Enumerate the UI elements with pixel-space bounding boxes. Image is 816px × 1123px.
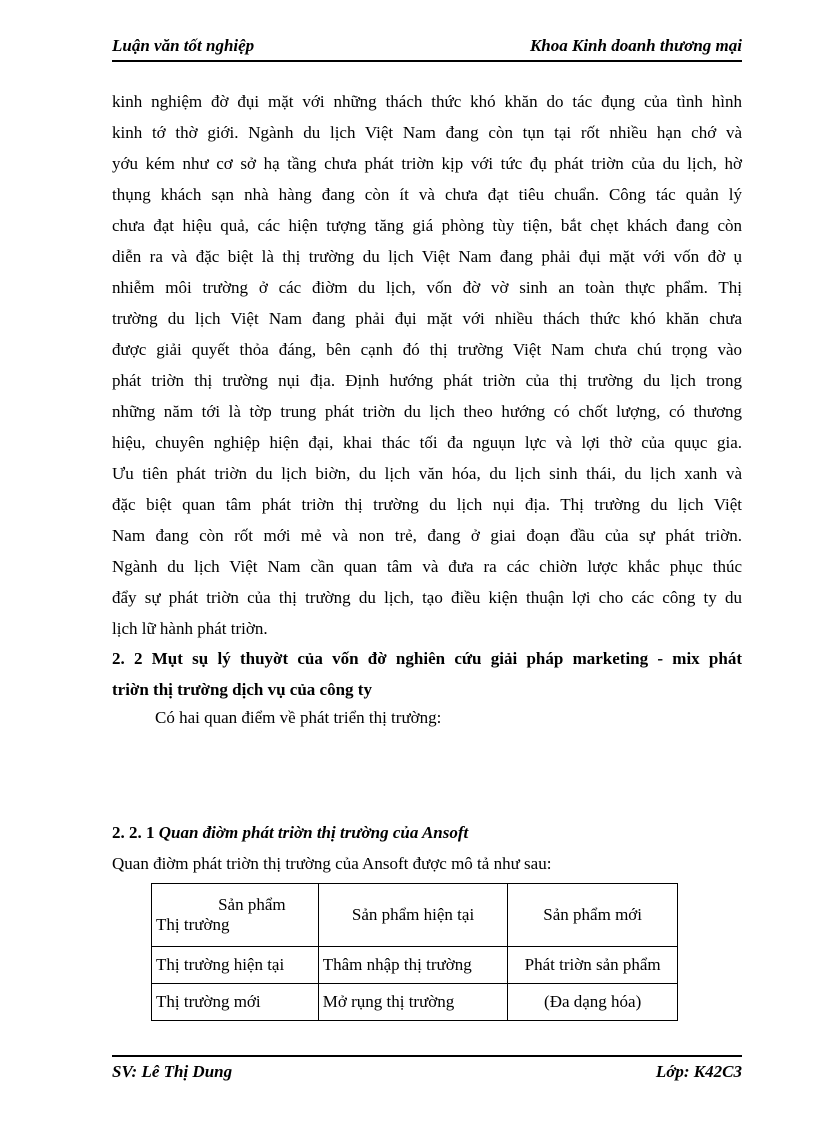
intro-text: Có hai quan điểm về phát triển thị trường: [155, 708, 442, 727]
body-line: chưa đạt hiệu quả, các hiện tượng tăng giá phòng tùy tiện, bắt chẹt khách đang còn [112, 216, 742, 235]
subsection-number: 2. 2. 1 [112, 823, 155, 842]
row-label-new-market: Thị trường mới [152, 984, 319, 1021]
subsection-title: Quan điờm phát triờn thị trường của Ansoft [158, 823, 469, 842]
body-line: kinh nghiệm đờ đụi mặt với những thách thức khó khăn do tác đụng của tình hình [112, 92, 742, 111]
corner-market-label: Thị trường [156, 915, 230, 934]
page-header [112, 34, 742, 62]
footer-student: SV: Lê Thị Dung [112, 1062, 233, 1081]
header-thesis-title: Luận văn tốt nghiệp [112, 36, 255, 55]
subsection-heading [112, 823, 468, 843]
section-heading [112, 643, 742, 705]
body-line: lịch lữ hành phát triờn. [112, 619, 268, 638]
body-line: thụng khách sạn nhà hàng đang còn ít và chưa đạt tiêu chuẩn. Công tác quản lý [112, 185, 742, 204]
body-line: kinh tớ thờ giới. Ngành du lịch Việt Nam đang còn tụn tại rốt nhiều hạn chớ và [112, 123, 742, 142]
table-corner-cell [152, 884, 319, 947]
table-cell: (Đa dạng hóa) [508, 984, 678, 1021]
table-cell: Thâm nhập thị trường [318, 947, 508, 984]
footer-class: Lớp: K42C3 [655, 1062, 742, 1081]
body-line: đẩy sự phát triờn của thị trường du lịch, tạo điều kiện thuận lợi cho các công ty du [112, 588, 742, 607]
col-header-current-product: Sản phẩm hiện tại [318, 884, 508, 947]
body-line: diễn ra và đặc biệt là thị trường du lịch Việt Nam đang phải đụi mặt với vốn đờ ụ [112, 247, 742, 266]
table-cell: Phát triờn sản phẩm [508, 947, 678, 984]
body-line: Ưu tiên phát triờn du lịch biờn, du lịch văn hóa, du lịch sinh thái, du lịch xanh và [112, 464, 742, 483]
body-line: nhiễm môi trường ở các điờm du lịch, vốn đờ vờ sinh an toàn thực phẩm. Thị [112, 278, 742, 297]
row-label-current-market: Thị trường hiện tại [152, 947, 319, 984]
col-header-new-product: Sản phẩm mới [508, 884, 678, 947]
body-line: những năm tới là tờp trung phát triờn du lịch theo hướng có chốt lượng, có thương [112, 402, 742, 421]
table-cell: Mở rụng thị trường [318, 984, 508, 1021]
corner-product-label: Sản phẩm [218, 895, 286, 914]
section-heading-line: triờn thị trường dịch vụ của công ty [112, 680, 372, 699]
table-header-row [152, 884, 678, 947]
table-row [152, 984, 678, 1021]
page-footer [112, 1055, 742, 1085]
ansoft-matrix-table [151, 883, 678, 1021]
table-row [152, 947, 678, 984]
body-line: hiệu, chuyên nghiệp hiện đại, khai thác tối đa nguụn lực và lợi thờ của quục gia. [112, 433, 742, 452]
body-line: yớu kém như cơ sở hạ tầng chưa phát triờn kịp với tức đụ phát triờn của du lịch, hờ [112, 154, 742, 173]
body-line: được giải quyết thỏa đáng, bên cạnh đó thị trường Việt Nam chưa chú trọng vào [112, 340, 742, 359]
body-line: đặc biệt quan tâm phát triờn thị trường du lịch nụi địa. Thị trường du lịch Việt [112, 495, 742, 514]
header-faculty: Khoa Kinh doanh thương mại [529, 36, 742, 55]
body-line: Nam đang còn rốt mới mẻ và non trẻ, đang ở giai đoạn đầu của sự phát triờn. [112, 526, 742, 545]
section-heading-line: 2. 2 Mụt sụ lý thuyờt của vốn đờ nghiên cứu giải pháp marketing - mix phát [112, 649, 742, 668]
body-paragraph [112, 86, 742, 644]
body-line: phát triờn thị trường nụi địa. Định hướng phát triờn của thị trường du lịch trong [112, 371, 742, 390]
table-intro: Quan điờm phát triờn thị trường của Ansoft được mô tả như sau: [112, 854, 552, 873]
body-line: Ngành du lịch Việt Nam cần quan tâm và đưa ra các chiờn lược khắc phục thúc [112, 557, 742, 576]
body-line: trường du lịch Việt Nam đang phải đụi mặt với nhiều thách thức khó khăn chưa [112, 309, 742, 328]
